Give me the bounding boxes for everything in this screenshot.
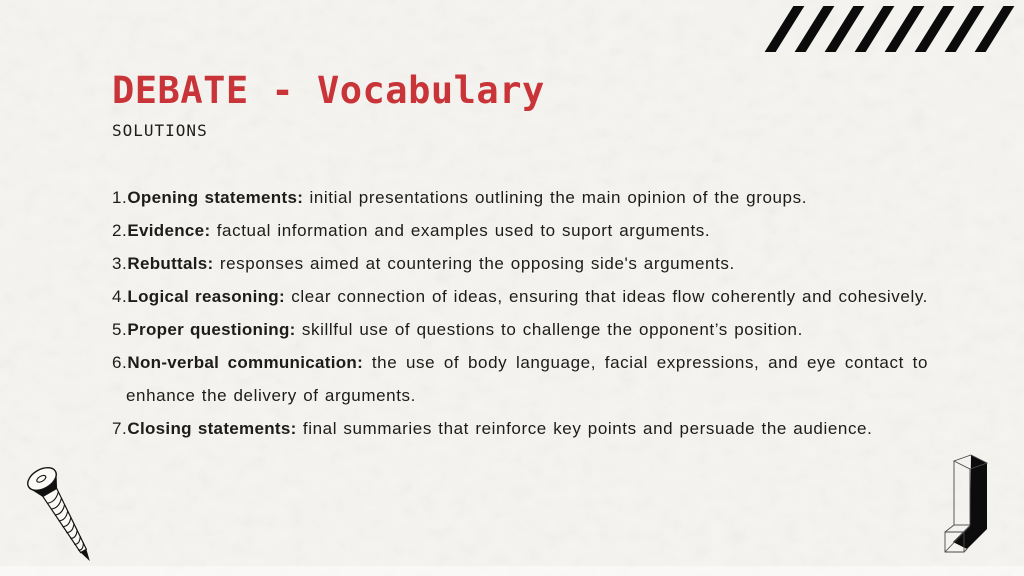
- item-term: Proper questioning:: [127, 320, 296, 339]
- item-number: 6.: [112, 353, 128, 372]
- l-prism-icon: [935, 452, 1024, 565]
- item-definition: clear connection of ideas, ensuring that ideas flow coherently and cohesively.: [291, 287, 928, 306]
- page-bottom-edge: [0, 566, 1024, 576]
- slide-header: [112, 70, 545, 140]
- diagonal-stripes-icon: [779, 6, 1000, 52]
- vocab-item-2: [112, 214, 928, 247]
- item-definition: skillful use of questions to challenge the opponent’s position.: [301, 320, 803, 339]
- vocab-item-5: [112, 313, 928, 346]
- vocab-item-3: [112, 247, 928, 280]
- item-number: 5.: [112, 320, 128, 339]
- screw-icon: [8, 452, 108, 575]
- stripe: [975, 6, 1015, 52]
- item-definition: responses aimed at countering the opposing side's arguments.: [219, 254, 735, 273]
- item-definition: initial presentations outlining the main opinion of the groups.: [309, 188, 808, 207]
- item-term: Rebuttals:: [127, 254, 214, 273]
- item-number: 4.: [112, 287, 128, 306]
- item-term: Closing statements:: [127, 419, 297, 438]
- item-definition: the use of body language, facial expressions, and eye contact to enhance the delivery of arguments.: [126, 353, 928, 405]
- slide-subtitle: SOLUTIONS: [112, 121, 208, 140]
- item-term: Evidence:: [127, 221, 211, 240]
- slide-title: DEBATE - Vocabulary: [112, 69, 545, 112]
- item-term: Logical reasoning:: [127, 287, 285, 306]
- item-term: Opening statements:: [127, 188, 304, 207]
- vocab-item-7: [112, 412, 928, 445]
- vocab-item-4: [112, 280, 928, 313]
- item-number: 3.: [112, 254, 128, 273]
- vocab-item-6: [112, 346, 928, 412]
- item-definition: factual information and examples used to suport arguments.: [216, 221, 711, 240]
- item-number: 7.: [112, 419, 128, 438]
- vocab-item-1: [112, 181, 928, 214]
- vocab-list: [112, 181, 928, 445]
- item-definition: final summaries that reinforce key points and persuade the audience.: [302, 419, 873, 438]
- item-number: 1.: [112, 188, 128, 207]
- item-term: Non-verbal communication:: [127, 353, 364, 372]
- item-number: 2.: [112, 221, 128, 240]
